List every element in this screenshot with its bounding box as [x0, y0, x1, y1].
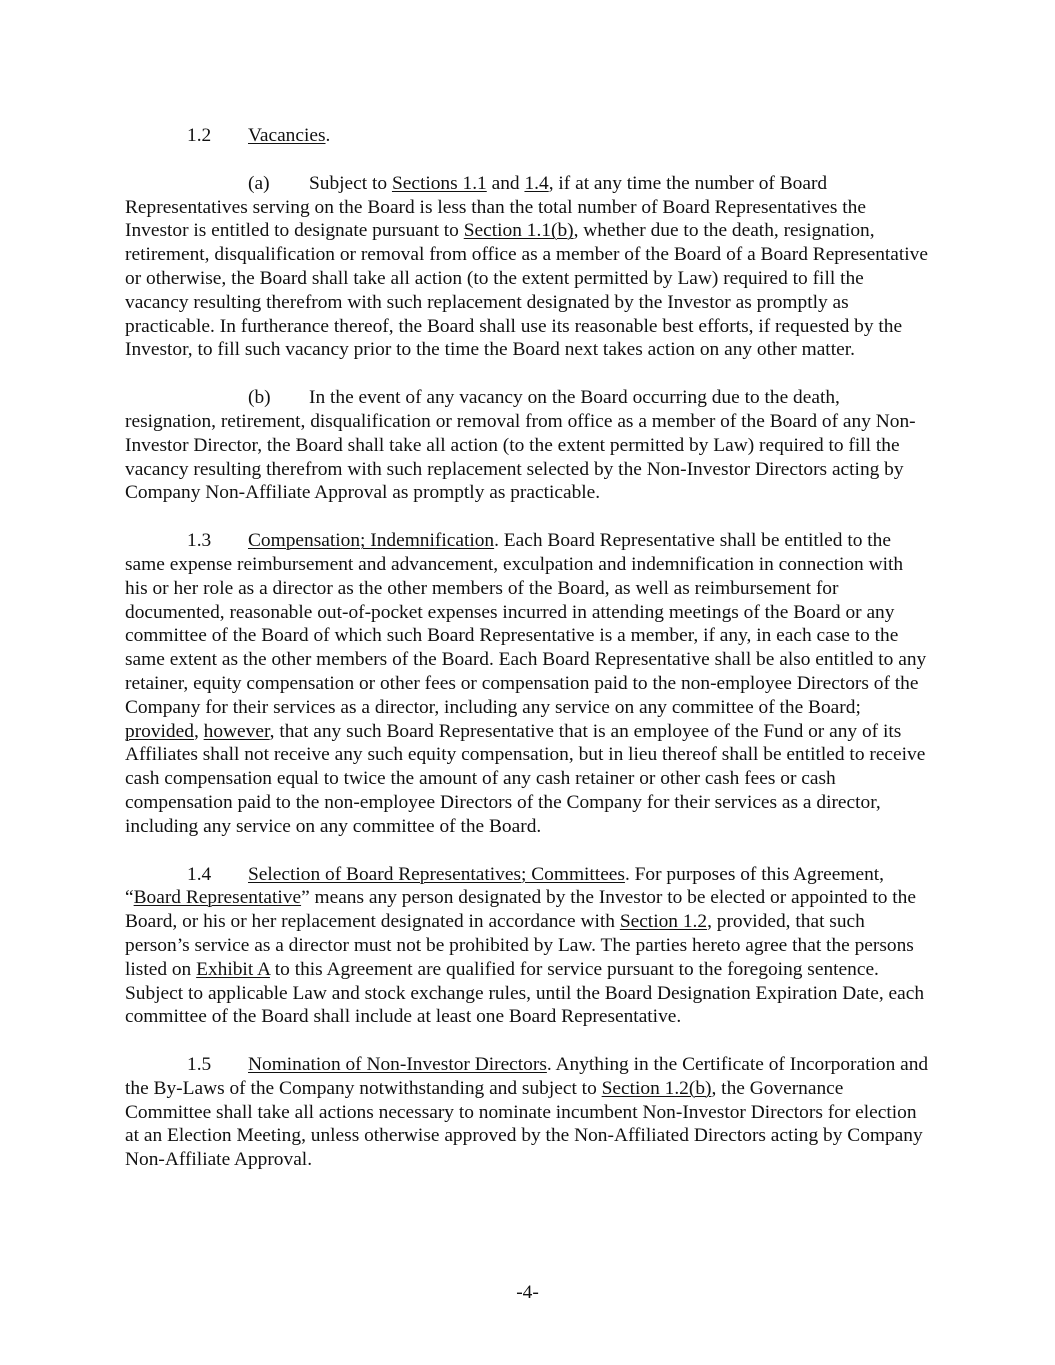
cross-reference: Section 1.1(b): [463, 220, 574, 242]
cross-reference: Section 1.2: [619, 911, 708, 933]
defined-term: however: [203, 720, 270, 742]
section-1-3: 1.3 Compensation; Indemnification. Each Board Representative shall be entitled to the same expense reimbursement and advancement, exculpation and indemnification in connection with his or her role as a director as the other members of the Board, as well as reimbursement for documented, reasonable out-of-pocket expenses incurred in attending meetings of the Board or any committee of the Board of which such Board Representative is a member, if any, in each case to the same extent as the other members of the Board. Each Board Representative shall be also entitled to any retainer, equity compensation or other fees or compensation paid to the non-employee Directors of the Company for their services as a director, including any service on any committee of the Board; provided, however, that any such Board Representative that is an employee of the Fund or any of its Affiliates shall not receive any such equity compensation, but in lieu thereof shall be entitled to receive cash compensation equal to twice the amount of any cash retainer or other cash fees or cash compensation paid to the non-employee Directors of the Company for their services as a director, including any service on any committee of the Board.: [125, 530, 927, 837]
clause-number: (a): [248, 172, 270, 194]
section-1-4: 1.4 Selection of Board Representatives; Committees. For purposes of this Agreement, “Board Representative” means any person designated by the Investor to be elected or appointed to the Board, or his or her replacement designated in accordance with Section 1.2, provided, that such person’s service as a director must not be prohibited by Law. The parties hereto agree that the persons listed on Exhibit A to this Agreement are qualified for service pursuant to the foregoing sentence. Subject to applicable Law and stock exchange rules, until the Board Designation Expiration Date, each committee of the Board shall include at least one Board Representative.: [125, 863, 925, 1028]
document-page: [125, 124, 930, 1196]
cross-reference: 1.4: [524, 172, 549, 194]
section-1-2-b: (b) In the event of any vacancy on the Board occurring due to the death, resignation, retirement, disqualification or removal from office as a member of the Board of any Non-Investor Director, the Board shall take all action (to the extent permitted by Law) required to fill the vacancy resulting therefrom with such replacement selected by the Non-Investor Directors acting by Company Non-Affiliate Approval as promptly as practicable.: [125, 387, 916, 504]
section-1-2-a: (a) Subject to Sections 1.1 and 1.4, if at any time the number of Board Representatives serving on the Board is less than the total number of Board Representatives the Investor is entitled to designate pursuant to Section 1.1(b), whether due to the death, resignation, retirement, disqualification or removal from office as a member of the Board of a Board Representative or otherwise, the Board shall take all action (to the extent permitted by Law) required to fill the vacancy resulting therefrom with such replacement designated by the Investor as promptly as practicable. In furtherance thereof, the Board shall use its reasonable best efforts, if requested by the Investor, to fill such vacancy prior to the time the Board next takes action on any other matter.: [125, 172, 928, 361]
defined-term: Board Representative: [133, 887, 302, 909]
cross-reference: Sections 1.1: [391, 172, 487, 194]
page-number: -4-: [516, 1282, 539, 1303]
cross-reference: Section 1.2(b): [601, 1077, 712, 1099]
section-number: 1.2: [187, 125, 212, 146]
clause-number: (b): [248, 387, 271, 409]
section-title: Nomination of Non-Investor Directors: [248, 1054, 547, 1076]
section-number: 1.3: [187, 530, 212, 552]
cross-reference: Exhibit A: [196, 958, 270, 980]
section-title: Selection of Board Representatives; Committees: [248, 863, 625, 885]
section-title: Compensation; Indemnification: [248, 530, 495, 552]
section-1-2-heading: 1.2 Vacancies.: [187, 125, 331, 146]
section-number: 1.5: [187, 1054, 212, 1076]
defined-term: provided: [125, 720, 194, 742]
section-number: 1.4: [187, 863, 212, 885]
section-1-5: 1.5 Nomination of Non-Investor Directors. Anything in the Certificate of Incorporation and the By-Laws of the Company notwithstanding and subject to Section 1.2(b), the Governance Committee shall take all actions necessary to nominate incumbent Non-Investor Directors for election at an Election Meeting, unless otherwise approved by the Non-Affiliated Directors acting by Company Non-Affiliate Approval.: [125, 1054, 929, 1171]
section-title: Vacancies: [248, 125, 326, 146]
